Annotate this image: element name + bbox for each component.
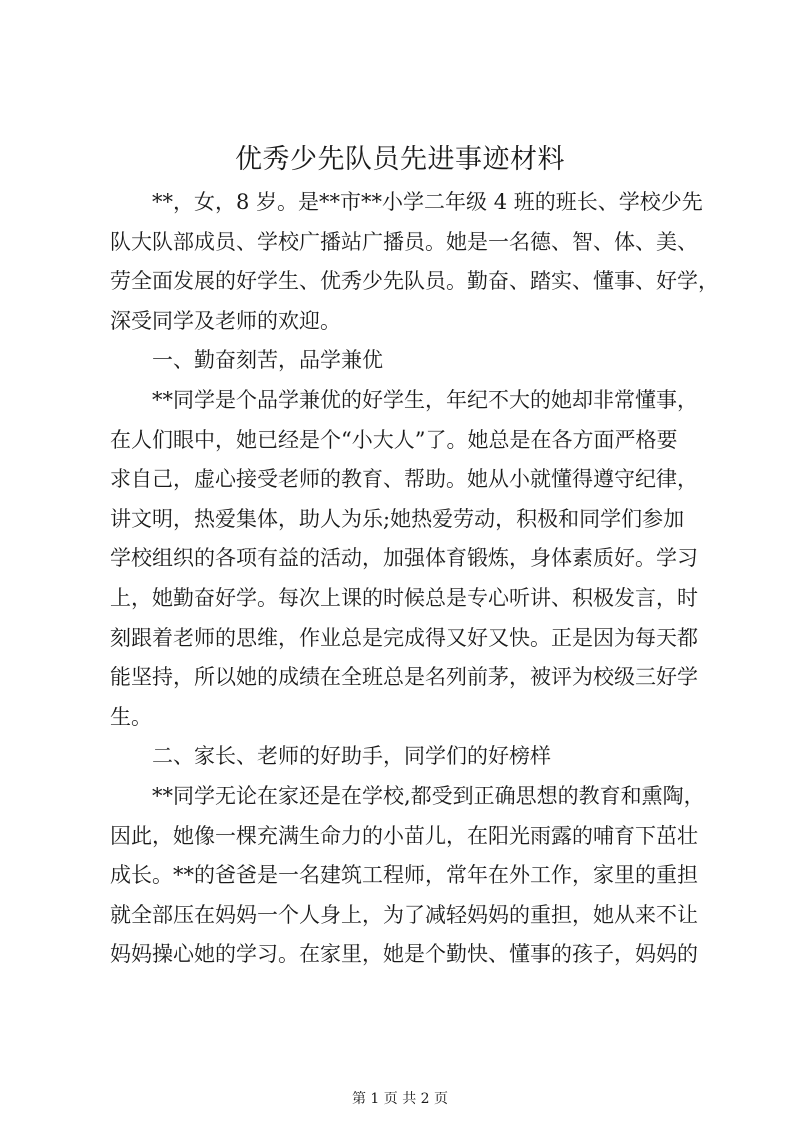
- section-heading: 一、勤奋刻苦，品学兼优: [152, 348, 383, 373]
- body-line: 就全部压在妈妈一个人身上，为了减轻妈妈的重担，她从来不让: [110, 902, 698, 927]
- page-footer: 第 1 页 共 2 页: [351, 1091, 449, 1107]
- body-line: **同学无论在家还是在学校,都受到正确思想的教育和熏陶，: [152, 783, 705, 808]
- document-body: [110, 183, 719, 975]
- body-line: 劳全面发展的好学生、优秀少先队员。勤奋、踏实、懂事、好学，: [110, 269, 719, 294]
- body-line: 队大队部成员、学校广播站广播员。她是一名德、智、体、美、: [110, 229, 698, 254]
- body-line: 能坚持，所以她的成绩在全班总是名列前茅，被评为校级三好学: [110, 665, 698, 690]
- body-line: 深受同学及老师的欢迎。: [110, 308, 341, 333]
- body-line: 求自己，虚心接受老师的教育、帮助。她从小就懂得遵守纪律，: [110, 467, 698, 492]
- body-line: 妈妈操心她的学习。在家里，她是个勤快、懂事的孩子，妈妈的: [110, 942, 698, 967]
- body-line: 讲文明，热爱集体，助人为乐;她热爱劳动，积极和同学们参加: [110, 506, 685, 531]
- body-line: **同学是个品学兼优的好学生，年纪不大的她却非常懂事，: [152, 387, 698, 412]
- body-line: 因此，她像一棵充满生命力的小苗儿，在阳光雨露的哺育下茁壮: [110, 823, 698, 848]
- section-heading: 二、家长、老师的好助手，同学们的好榜样: [152, 744, 551, 769]
- body-line: 在人们眼中，她已经是个“小大人”了。她总是在各方面严格要: [110, 427, 678, 452]
- body-line: 学校组织的各项有益的活动，加强体育锻炼，身体素质好。学习: [110, 546, 698, 571]
- body-line: 刻跟着老师的思维，作业总是完成得又好又快。正是因为每天都: [110, 625, 698, 650]
- body-line: 上，她勤奋好学。每次上课的时候总是专心听讲、积极发言，时: [110, 585, 698, 610]
- body-line: 成长。**的爸爸是一名建筑工程师，常年在外工作，家里的重担: [110, 863, 698, 888]
- document-title: 优秀少先队员先进事迹材料: [235, 144, 565, 175]
- body-line: **，女，8 岁。是**市**小学二年级 4 班的班长、学校少先: [152, 190, 703, 214]
- body-line: 生。: [110, 704, 152, 729]
